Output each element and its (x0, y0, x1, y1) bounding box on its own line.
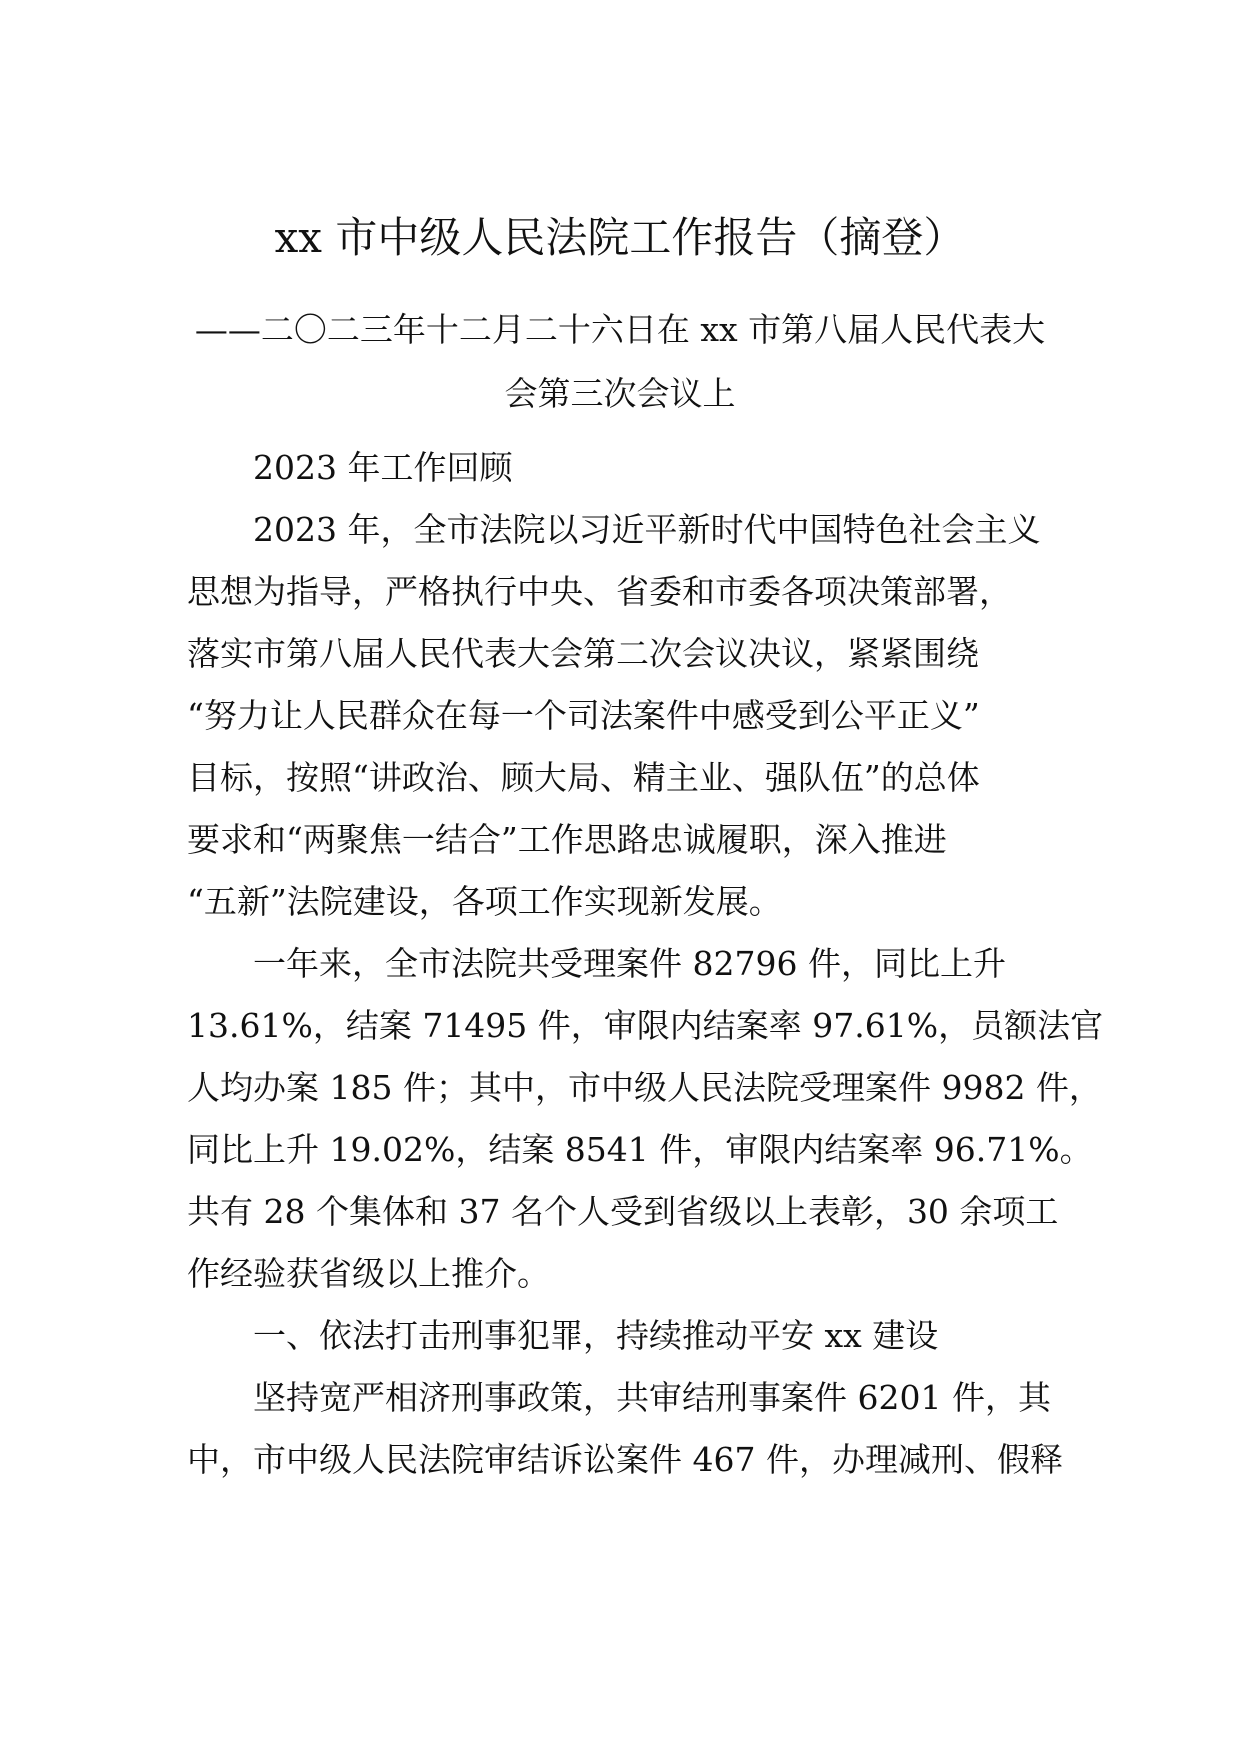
paragraph-line: “五新”法院建设，各项工作实现新发展。 (187, 882, 782, 921)
paragraph-line: 共有 28 个集体和 37 名个人受到省级以上表彰，30 余项工 (187, 1192, 1059, 1231)
paragraph-line: 坚持宽严相济刑事政策，共审结刑事案件 6201 件，其 (253, 1378, 1051, 1417)
paragraph-line: “努力让人民群众在每一个司法案件中感受到公平正义” (187, 696, 980, 735)
paragraph-line: 落实市第八届人民代表大会第二次会议决议，紧紧围绕 (187, 634, 979, 673)
heading-one: 一、依法打击刑事犯罪，持续推动平安 xx 建设 (253, 1316, 939, 1355)
paragraph-line: 目标，按照“讲政治、顾大局、精主业、强队伍”的总体 (187, 758, 980, 797)
paragraph-line: 同比上升 19.02%，结案 8541 件，审限内结案率 96.71%。 (187, 1130, 1093, 1169)
document-title: xx 市中级人民法院工作报告（摘登） (274, 213, 966, 262)
paragraph-line: 13.61%，结案 71495 件，审限内结案率 97.61%，员额法官 (187, 1006, 1104, 1045)
section-heading: 2023 年工作回顾 (253, 448, 513, 487)
paragraph-line: 思想为指导，严格执行中央、省委和市委各项决策部署， (187, 572, 1012, 611)
paragraph-line: 要求和“两聚焦一结合”工作思路忠诚履职，深入推进 (187, 820, 947, 859)
paragraph-line: 2023 年，全市法院以习近平新时代中国特色社会主义 (253, 510, 1041, 549)
paragraph-line: 作经验获省级以上推介。 (187, 1254, 550, 1293)
subtitle-line: ——二〇二三年十二月二十六日在 xx 市第八届人民代表大 (194, 310, 1046, 349)
subtitle-line: 会第三次会议上 (504, 374, 736, 413)
paragraph-line: 一年来，全市法院共受理案件 82796 件，同比上升 (253, 944, 1006, 983)
paragraph-line: 中，市中级人民法院审结诉讼案件 467 件，办理减刑、假释 (187, 1440, 1063, 1479)
paragraph-line: 人均办案 185 件；其中，市中级人民法院受理案件 9982 件， (187, 1068, 1102, 1107)
